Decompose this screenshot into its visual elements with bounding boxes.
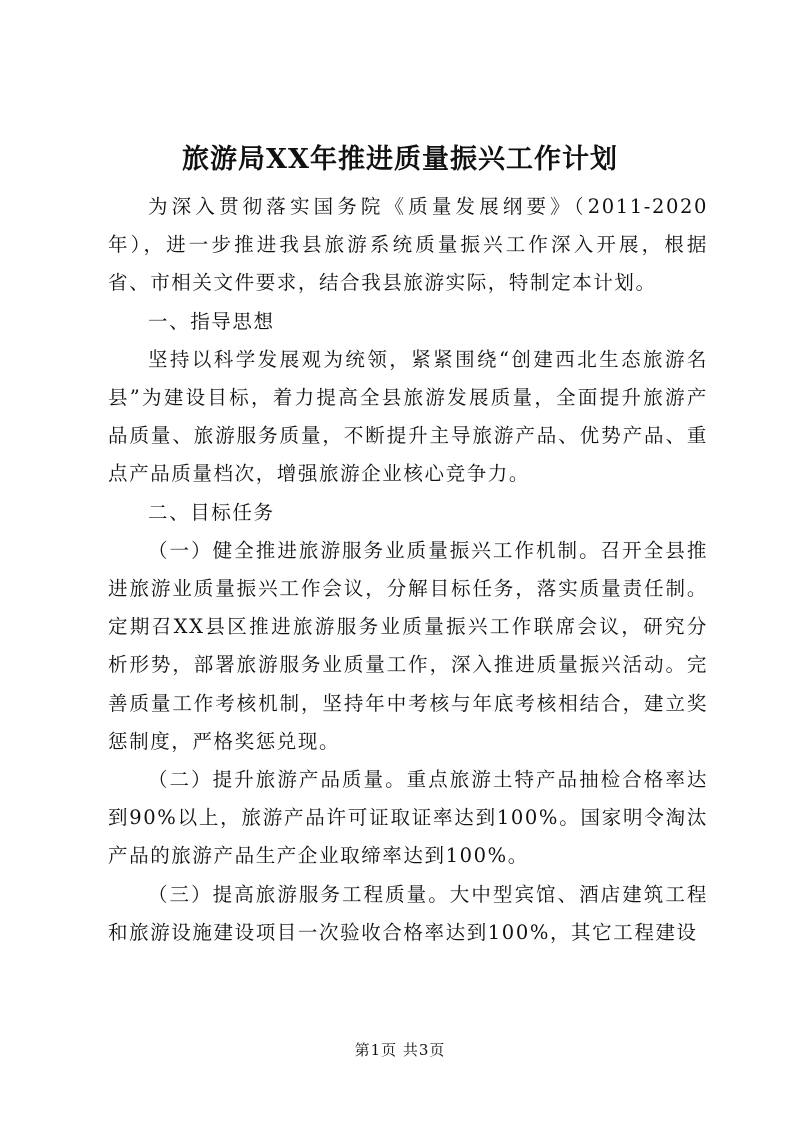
section-heading-guiding-ideology: 一、指导思想 <box>148 309 275 333</box>
task-3-paragraph: （三）提高旅游服务工程质量。大中型宾馆、酒店建筑工程和旅游设施建设项目一次验收合格率达到100%，其它工程建设 <box>108 882 708 944</box>
document-body <box>108 188 708 952</box>
section-heading-goals-tasks: 二、目标任务 <box>148 500 275 524</box>
task-1-paragraph: （一）健全推进旅游服务业质量振兴工作机制。召开全县推进旅游业质量振兴工作会议，分解目标任务，落实质量责任制。定期召XX县区推进旅游服务业质量振兴工作联席会议，研究分析形势，部署旅游服务业质量工作，深入推进质量振兴活动。完善质量工作考核机制，坚持年中考核与年底考核相结合，建立奖惩制度，严格奖惩兑现。 <box>108 538 708 753</box>
task-2-paragraph: （二）提升旅游产品质量。重点旅游土特产品抽检合格率达到90%以上，旅游产品许可证取证率达到100%。国家明令淘汰产品的旅游产品生产企业取缔率达到100%。 <box>108 768 708 868</box>
page-number-footer: 第1页 共3页 <box>354 1041 446 1059</box>
guiding-ideology-paragraph: 坚持以科学发展观为统领，紧紧围绕“创建西北生态旅游名县”为建设目标，着力提高全县旅游发展质量，全面提升旅游产品质量、旅游服务质量，不断提升主导旅游产品、优势产品、重点产品质量档次，增强旅游企业核心竞争力。 <box>108 347 708 486</box>
document-title: 旅游局XX年推进质量振兴工作计划 <box>182 144 618 175</box>
intro-paragraph: 为深入贯彻落实国务院《质量发展纲要》（2011-2020年），进一步推进我县旅游系统质量振兴工作深入开展，根据省、市相关文件要求，结合我县旅游实际，特制定本计划。 <box>108 195 708 295</box>
